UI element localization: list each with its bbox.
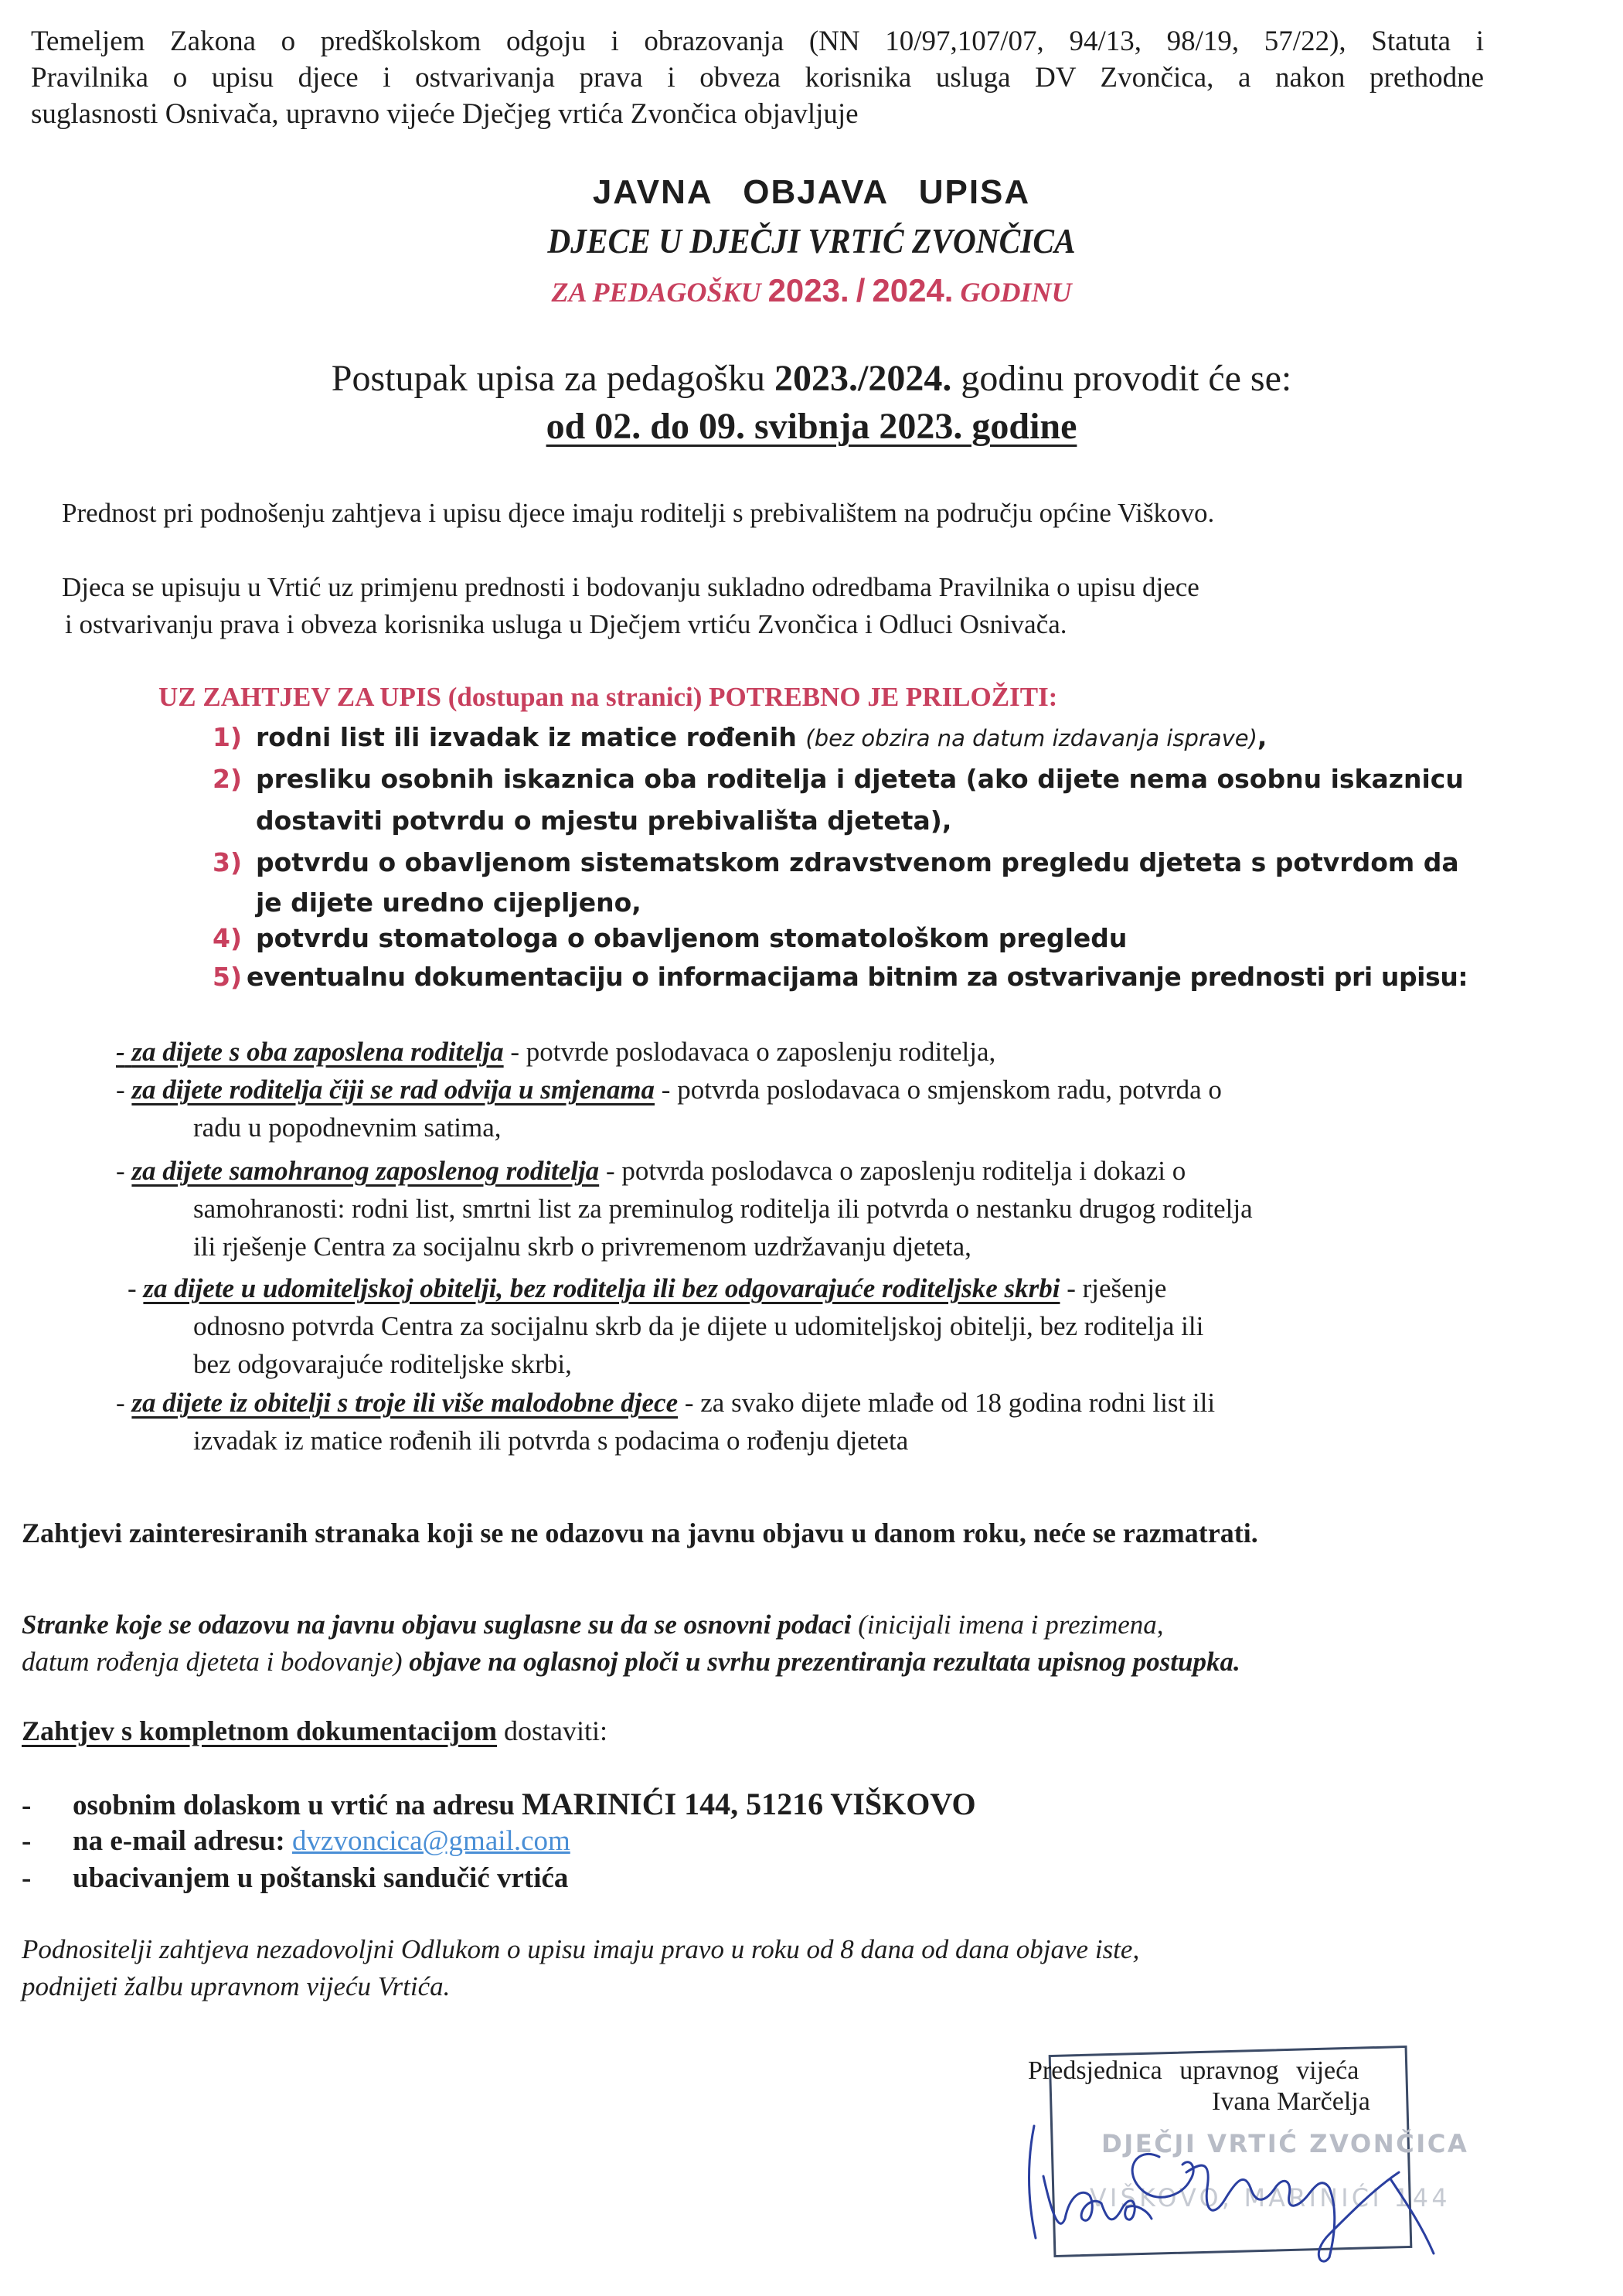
handwritten-signature-icon [1005, 2103, 1438, 2273]
enrollment-line: Djeca se upisuju u Vrtić uz primjenu prednosti i bodovanju sukladno odredbama Pravilnika o upisu djece [62, 572, 1199, 602]
delivery-item [22, 1862, 568, 1895]
requirement-item [213, 761, 1464, 840]
requirement-item [213, 920, 1127, 957]
requirement-number: 1) [213, 722, 243, 752]
appeal-line: podnijeti žalbu upravnom vijeću Vrtića. [22, 1971, 451, 2001]
document-subtitle: DJECE U DJEČJI VRTIĆ ZVONČICA [547, 222, 1076, 261]
requirement-item [213, 719, 1267, 757]
condition-continuation: izvadak iz matice rođenih ili potvrda s podacima o rođenju djeteta [193, 1426, 909, 1456]
delivery-title-text: Zahtjev s kompletnom dokumentacijom [22, 1715, 498, 1746]
delivery-dash: - [22, 1825, 32, 1857]
warning-text: Zahtjevi zainteresiranih stranaka koji se ne odazovu na javnu objavu u danom roku, neće se razmatrati. [22, 1518, 1258, 1548]
delivery-address: MARINIĆI 144, 51216 VIŠKOVO [522, 1787, 976, 1821]
requirement-text: potvrdu stomatologa o obavljenom stomatološkom pregledu [256, 923, 1128, 953]
procedure-dates [0, 405, 1623, 448]
condition-item [116, 1071, 1222, 1146]
school-year-heading [0, 272, 1623, 309]
condition-continuation: radu u popodnevnim satima, [193, 1112, 502, 1143]
condition-dash: - [116, 1037, 125, 1067]
signature-stroke [1132, 2154, 1193, 2197]
condition-continuation: ili rješenje Centra za socijalnu skrb o privremenom uzdržavanju djeteta, [193, 1231, 971, 1262]
condition-lead: za dijete roditelja čiji se rad odvija u smjenama [131, 1075, 655, 1105]
requirement-tail: , [1257, 722, 1267, 752]
requirement-text: rodni list ili izvadak iz matice rođenih [256, 722, 797, 752]
enrollment-line: i ostvarivanju prava i obveza korisnika usluga u Dječjem vrtiću Zvončica i Odluci Osnivača. [65, 609, 1067, 639]
appeal-paragraph [22, 1931, 1139, 2005]
consent-part: (inicijali imena i prezimena, [851, 1610, 1164, 1640]
delivery-text: ubacivanjem u poštanski sandučić vrtića [73, 1862, 569, 1894]
year-suffix: GODINU [960, 277, 1072, 308]
condition-lead: za dijete u udomiteljskoj obitelji, bez roditelja ili bez odgovarajuće roditeljske skrbi [143, 1273, 1060, 1303]
condition-continuation: odnosno potvrda Centra za socijalnu skrb da je dijete u udomiteljskoj obitelji, bez roditelja ili [193, 1311, 1204, 1341]
intro-line: Pravilnika o upisu djece i ostvarivanja prava i obveza korisnika usluga DV Zvončica, a nakon prethodne [31, 62, 1484, 94]
appeal-line: Podnositelji zahtjeva nezadovoljni Odlukom o upisu imaju pravo u roku od 8 dana od dana objave iste, [22, 1934, 1140, 1964]
delivery-text: na e-mail adresu: [73, 1825, 293, 1857]
delivery-text: osobnim dolaskom u vrtić na adresu [73, 1790, 522, 1821]
intro-line: Temeljem Zakona o predškolskom odgoju i obrazovanja (NN 10/97,107/07, 94/13, 98/19, 57/22), Statuta i [31, 26, 1484, 57]
procedure-suffix: godinu provodit će se: [961, 358, 1292, 399]
requirements-title: UZ ZAHTJEV ZA UPIS (dostupan na stranici) POTREBNO JE PRILOŽITI: [158, 682, 1058, 712]
consent-part: datum rođenja djeteta i bodovanje) [22, 1647, 403, 1677]
requirement-item [213, 844, 1459, 921]
condition-item [128, 1269, 1203, 1383]
procedure-line [0, 357, 1623, 400]
condition-item [116, 1033, 995, 1071]
condition-dash: - [116, 1075, 125, 1105]
signature-stroke [1186, 2165, 1399, 2261]
requirement-continuation: dostaviti potvrdu o mjestu prebivališta djeteta), [256, 806, 952, 836]
condition-lead: za dijete iz obitelji s troje ili više malodobne djece [131, 1388, 679, 1418]
requirement-continuation: je dijete uredno cijepljeno, [256, 887, 641, 918]
delivery-title [22, 1715, 607, 1747]
delivery-item [22, 1824, 570, 1858]
condition-text: - potvrda poslodavca o zaposlenju roditelja i dokazi o [599, 1156, 1186, 1186]
requirement-item [213, 959, 1468, 996]
condition-text: - potvrda poslodavaca o smjenskom radu, potvrda o [655, 1075, 1222, 1105]
procedure-dates-text: od 02. do 09. svibnja 2023. godine [546, 406, 1077, 447]
email-link[interactable]: dvzvoncica@gmail.com [292, 1825, 570, 1857]
condition-dash: - [116, 1156, 125, 1186]
year-separator: / [856, 272, 866, 308]
year-from: 2023. [767, 272, 849, 308]
year-to: 2024. [872, 272, 954, 308]
condition-text: - potvrde poslodavaca o zaposlenju roditelja, [503, 1037, 996, 1067]
priority-paragraph: Prednost pri podnošenju zahtjeva i upisu djece imaju roditelji s prebivalištem na području općine Viškovo. [62, 498, 1215, 528]
intro-line: suglasnosti Osnivača, upravno vijeće Dječjeg vrtića Zvončica objavljuje [31, 98, 859, 130]
requirement-text: eventualnu dokumentaciju o informacijama bitnim za ostvarivanje prednosti pri upisu: [247, 962, 1468, 992]
procedure-prefix: Postupak upisa za pedagošku [331, 358, 765, 399]
delivery-dash: - [22, 1862, 32, 1894]
condition-text: - rješenje [1060, 1273, 1167, 1303]
delivery-item [22, 1786, 976, 1822]
requirement-number: 2) [213, 764, 243, 794]
condition-dash-lead [116, 1037, 504, 1067]
requirement-number: 3) [213, 847, 243, 877]
condition-dash: - [128, 1273, 137, 1303]
requirement-number: 4) [213, 923, 243, 953]
delivery-dash: - [22, 1790, 32, 1821]
stamp-text: VIŠKOVO, MARINIĆI 144 [1090, 2184, 1451, 2213]
signature-stroke [1029, 2126, 1036, 2238]
signatory-role: Predsjednica upravnog vijeća [1028, 2056, 1359, 2085]
condition-lead: za dijete s oba zaposlena roditelja [131, 1037, 504, 1067]
signatory-name: Ivana Marčelja [1212, 2087, 1370, 2116]
enrollment-paragraph [62, 569, 1199, 643]
document-title: JAVNA OBJAVA UPISA [592, 173, 1031, 211]
condition-item [116, 1152, 1253, 1266]
consent-part: objave na oglasnoj ploči u svrhu prezentiranja rezultata upisnog postupka. [402, 1647, 1240, 1677]
consent-part: Stranke koje se odazovu na javnu objavu suglasne su da se osnovni podaci [22, 1610, 852, 1640]
requirement-text: presliku osobnih iskaznica oba roditelja i djeteta (ako dijete nema osobnu iskaznicu [256, 764, 1464, 794]
stamp-text: DJEČJI VRTIĆ ZVONČICA [1101, 2130, 1469, 2159]
signature-stroke [1391, 2180, 1434, 2253]
intro-paragraph [31, 23, 1484, 132]
year-prefix: ZA PEDAGOŠKU [551, 277, 761, 308]
condition-item [116, 1384, 1215, 1460]
requirement-number: 5) [213, 962, 243, 992]
consent-paragraph [22, 1606, 1240, 1681]
condition-continuation: bez odgovarajuće roditeljske skrbi, [193, 1349, 572, 1379]
delivery-title-suffix: dostaviti: [497, 1715, 608, 1746]
requirement-text: potvrdu o obavljenom sistematskom zdravstvenom pregledu djeteta s potvrdom da [256, 847, 1459, 877]
requirement-note: (bez obzira na datum izdavanja isprave) [805, 725, 1257, 751]
condition-dash: - [116, 1388, 125, 1418]
condition-lead: za dijete samohranog zaposlenog roditelja [131, 1156, 600, 1186]
condition-continuation: samohranosti: rodni list, smrtni list za preminulog roditelja ili potvrda o nestanku drugog roditelja [193, 1194, 1253, 1224]
procedure-year: 2023./2024. [774, 358, 952, 399]
condition-text: - za svako dijete mlađe od 18 godina rodni list ili [678, 1388, 1216, 1418]
